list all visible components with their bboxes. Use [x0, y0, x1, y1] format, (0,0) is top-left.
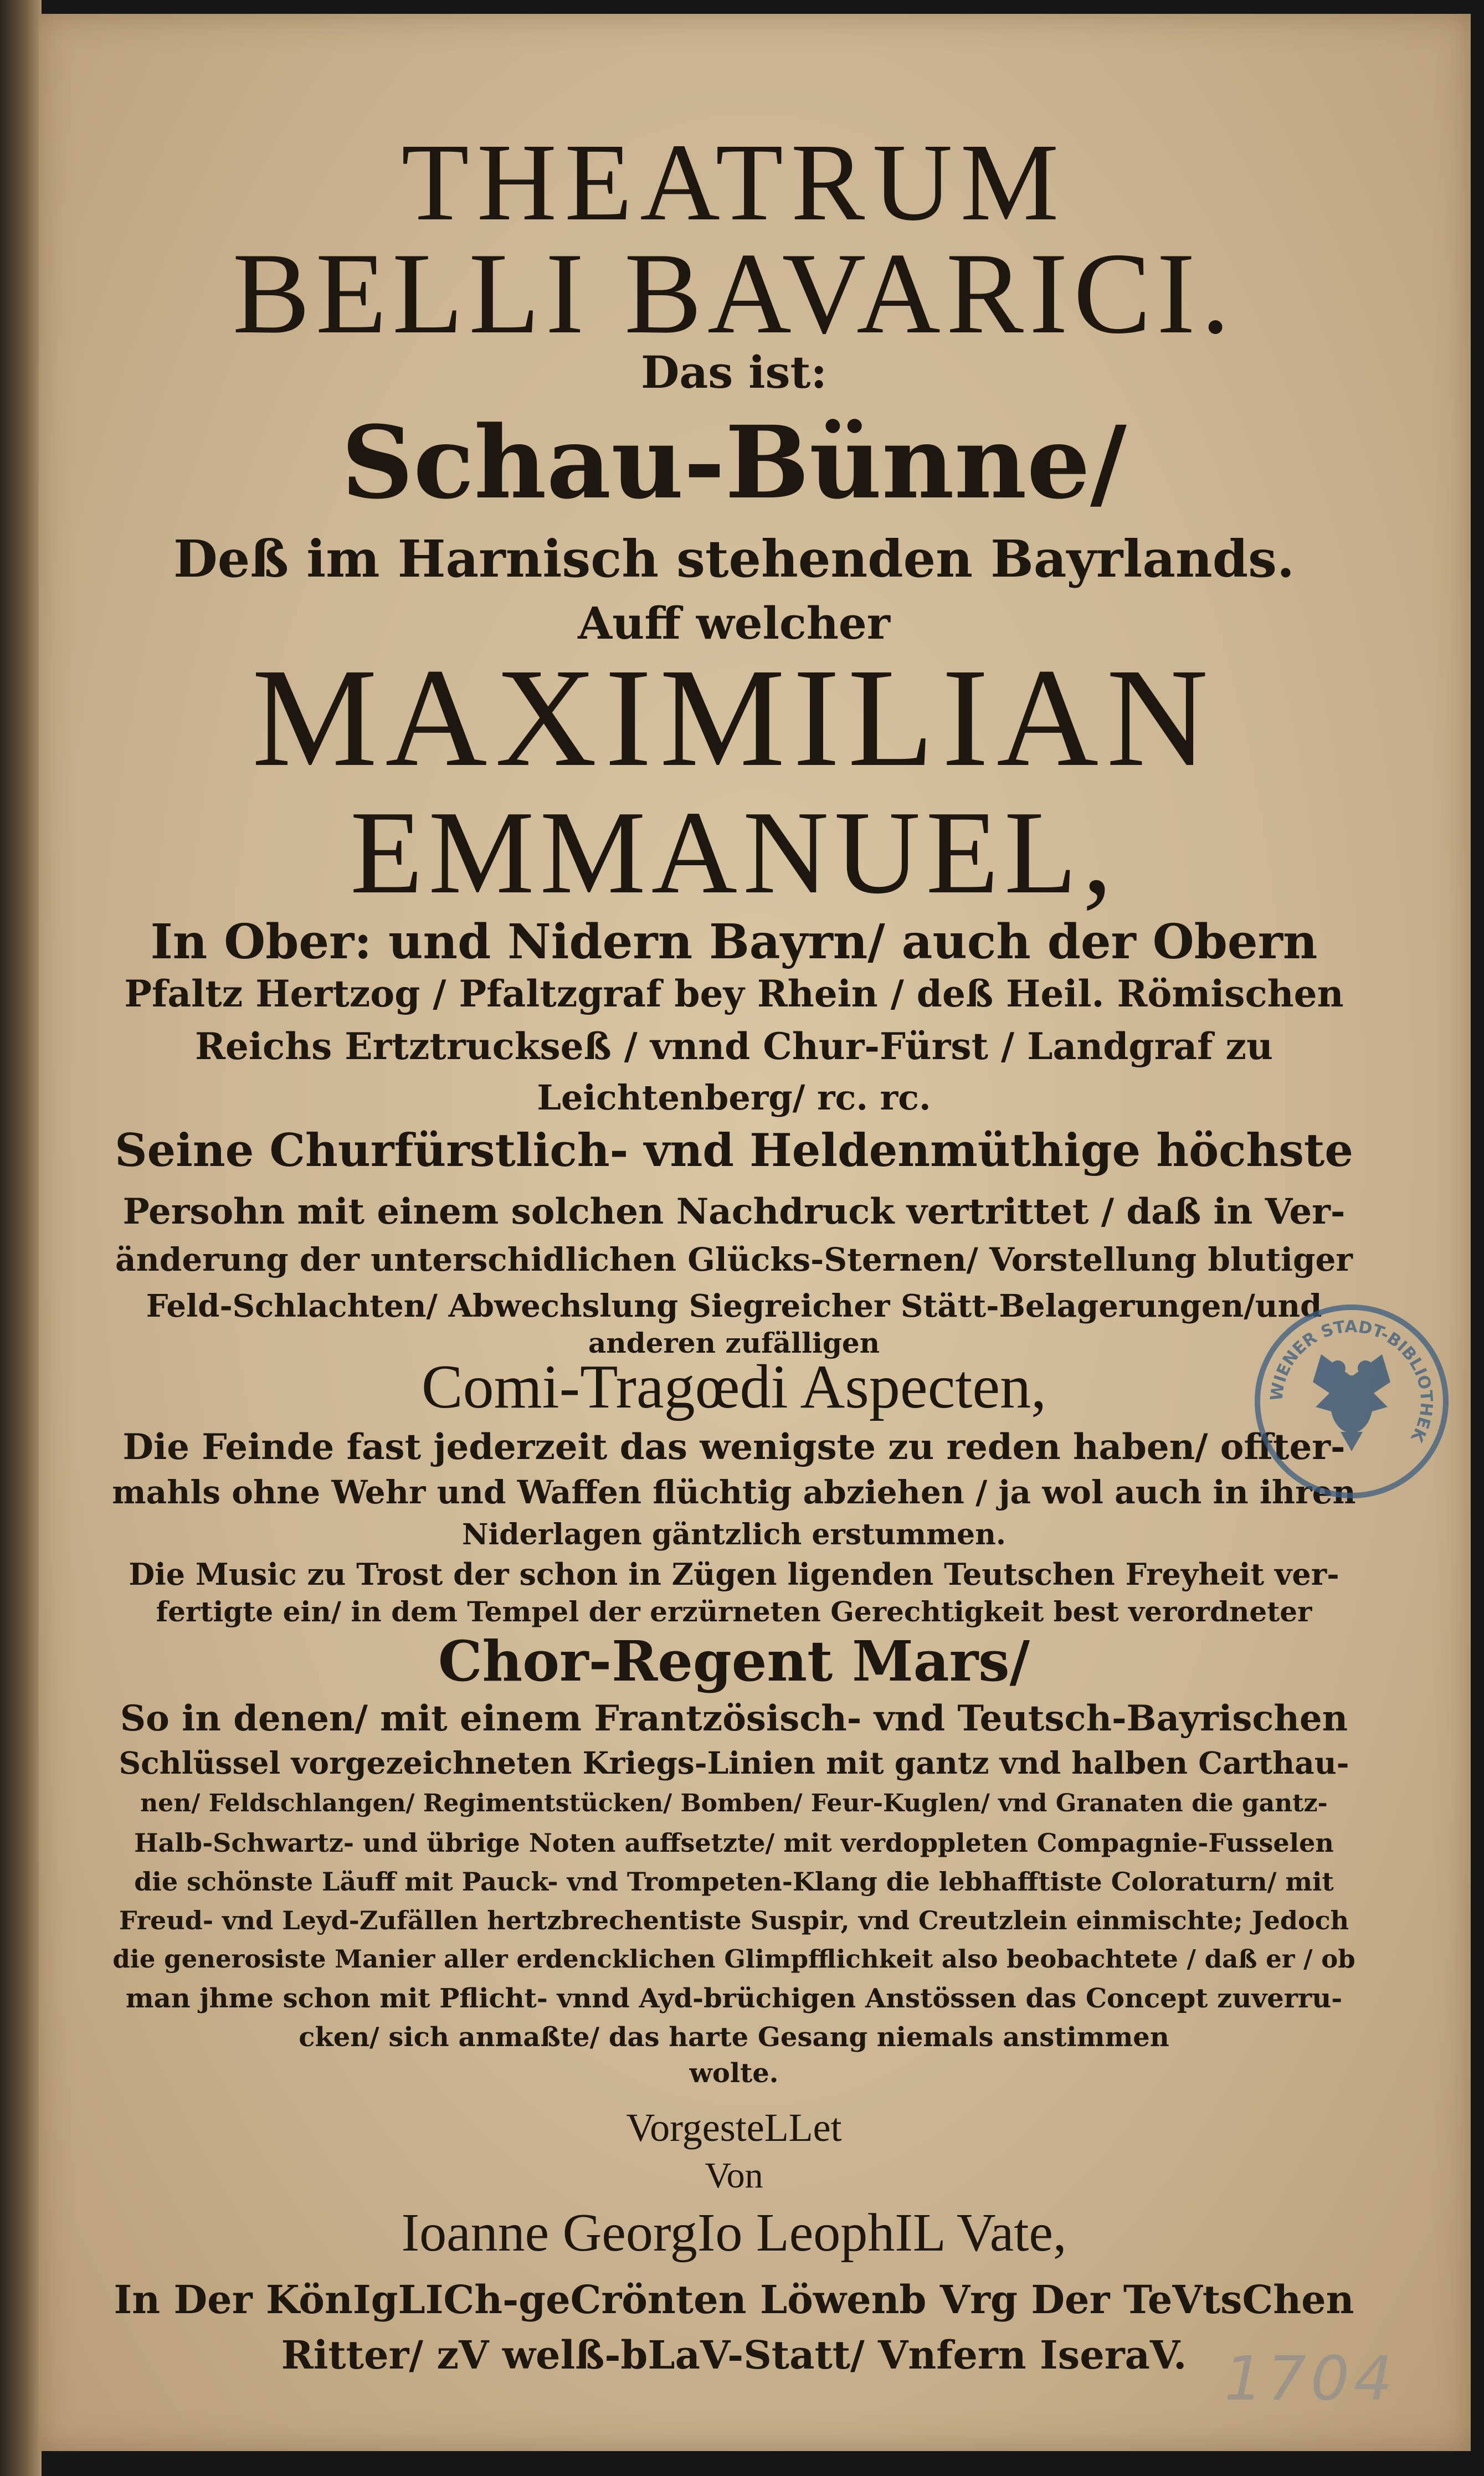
place-line-1: In Der KönIgLICh-geCrönten Löwenb Vrg Der TeVtsChen — [114, 2277, 1354, 2323]
chor-regent-heading: Chor-Regent Mars/ — [438, 1629, 1030, 1694]
title-line-1: THEATRUM — [401, 121, 1067, 244]
para4-line-5: die schönste Läuff mit Pauck- vnd Trompeten-Klang die lebhafftiste Coloraturn/ mit — [134, 1867, 1334, 1897]
comi-tragoedi-heading: Comi-Tragœdi Aspecten, — [421, 1353, 1047, 1421]
para4-line-10: wolte. — [689, 2058, 779, 2089]
titles-line-3: Reichs Ertztruckseß / vnnd Chur-Fürst / Landgraf zu — [195, 1025, 1273, 1068]
place-line-2: Ritter/ zV welß-bLaV-Statt/ Vnfern IseraV. — [281, 2332, 1187, 2378]
author-name: Ioanne GeorgIo LeophIL Vate, — [401, 2203, 1067, 2263]
schau-buenne-heading: Schau-Bünne/ — [341, 404, 1127, 521]
eagle-stamp-icon — [1260, 1310, 1443, 1493]
para4-line-6: Freud- vnd Leyd-Zufällen hertzbrechentiste Suspir, vnd Creutzlein einmischte; Jedoch — [119, 1905, 1349, 1935]
para4-line-8: man jhme schon mit Pflicht- vnnd Ayd-brüchigen Anstössen das Concept zuverru- — [125, 1983, 1343, 2014]
para1-line-2: änderung der unterschidlichen Glücks-Sternen/ Vorstellung blutiger — [115, 1241, 1353, 1278]
para4-line-4: Halb-Schwartz- und übrige Noten auffsetzte/ mit verdoppleten Compagnie-Fusselen — [134, 1828, 1334, 1858]
vorgestellet: VorgesteLLet — [626, 2105, 842, 2150]
das-ist-text: Das ist: — [640, 346, 827, 398]
para2-line-2: mahls ohne Wehr und Waffen flüchtig abziehen / ja wol auch in ihren — [112, 1473, 1356, 1511]
name-maximilian: MAXIMILIAN — [251, 640, 1216, 796]
svg-text:WIENER STADT-BIBLIOTHEK: WIENER STADT-BIBLIOTHEK — [1267, 1317, 1436, 1445]
auff-welcher: Auff welcher — [578, 597, 890, 649]
pencil-annotation: 1704 — [1224, 2343, 1397, 2414]
para2-line-1: Die Feinde fast jederzeit das wenigste zu reden haben/ offter- — [122, 1426, 1346, 1468]
para4-line-9: cken/ sich anmaßte/ das harte Gesang niemals anstimmen — [299, 2022, 1169, 2053]
para2-line-3: Niderlagen gäntzlich erstummen. — [461, 1518, 1007, 1552]
para4-line-3: nen/ Feldschlangen/ Regimentstücken/ Bomben/ Feur-Kuglen/ vnd Granaten die gantz- — [140, 1789, 1328, 1817]
para1-line-4: anderen zufälligen — [588, 1327, 880, 1359]
library-stamp — [1255, 1304, 1449, 1498]
para1-line-3: Feld-Schlachten/ Abwechslung Siegreicher Stätt-Belagerungen/und — [146, 1288, 1322, 1324]
para1-lead: Seine Churfürstlich- vnd Heldenmüthige höchste — [115, 1124, 1353, 1177]
subtitle: Deß im Harnisch stehenden Bayrlands. — [173, 529, 1295, 589]
para4-line-1: So in denen/ mit einem Frantzösisch- vnd Teutsch-Bayrischen — [120, 1698, 1348, 1739]
titles-line-2: Pfaltz Hertzog / Pfaltzgraf bey Rhein / deß Heil. Römischen — [124, 972, 1344, 1015]
para1-line-1: Persohn mit einem solchen Nachdruck vertrittet / daß in Ver- — [122, 1191, 1346, 1232]
name-emmanuel: EMMANUEL, — [350, 786, 1118, 918]
para3-line-2: fertigte ein/ in dem Tempel der erzürneten Gerechtigkeit best verordneter — [156, 1595, 1312, 1628]
title-line-2: BELLI BAVARICI. — [232, 229, 1236, 358]
para4-line-2: Schlüssel vorgezeichneten Kriegs-Linien mit gantz vnd halben Carthau- — [119, 1745, 1349, 1781]
von: Von — [705, 2155, 763, 2196]
para4-line-7: die generosiste Manier aller erdencklichen Glimpfflichkeit also beobachtete / daß er / ob — [112, 1944, 1355, 1974]
titles-line-1: In Ober: und Nidern Bayrn/ auch der Obern — [150, 914, 1318, 970]
book-gutter — [0, 0, 42, 2476]
para3-line-1: Die Music zu Trost der schon in Zügen ligenden Teutschen Freyheit ver- — [129, 1557, 1339, 1592]
titles-line-4: Leichtenberg/ rc. rc. — [537, 1077, 931, 1118]
